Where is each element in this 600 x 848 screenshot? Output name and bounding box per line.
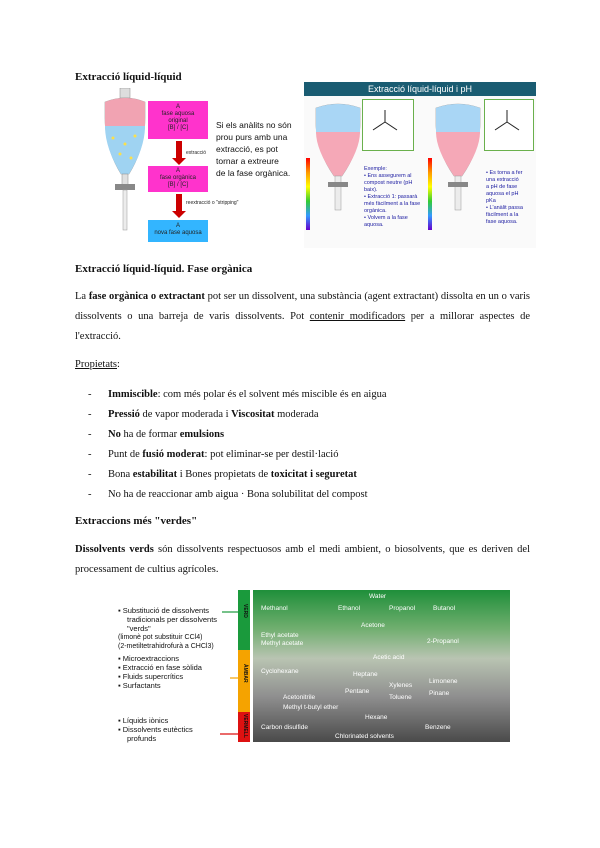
flow-box-label: A <box>175 104 180 110</box>
text: de vapor moderada i <box>139 409 232 420</box>
solvent-label: Limonene <box>429 678 458 685</box>
text-line: orgànica. <box>364 208 387 214</box>
bold-text: Immiscible <box>108 389 158 400</box>
text-line: • Volvem a la fase <box>364 215 408 221</box>
text-line: a pH de fase <box>486 184 518 190</box>
bar-label: ÀMBAR <box>242 664 248 683</box>
solvent-label: Ethyl acetate <box>261 632 299 639</box>
solvent-label: Methanol <box>261 605 288 612</box>
caption-line: extracció, es pot <box>216 144 278 154</box>
text: (2-metiltetrahidrofurà a CHCl3) <box>118 643 214 650</box>
flow-box-label: original <box>168 118 188 124</box>
text-line: aquosa. <box>364 222 384 228</box>
text: Líquids iònics <box>122 716 169 725</box>
properties-title: Propietats <box>75 359 117 370</box>
arrow-down-icon <box>176 141 182 159</box>
flow-box-label: nova fase aquosa <box>154 230 202 236</box>
text-line: • Es torna a fer <box>486 170 523 176</box>
flow-box-label: [B] / [C] <box>167 182 188 188</box>
solvent-label: Carbon disulfide <box>261 724 308 731</box>
text: Extracció en fase sòlida <box>122 663 202 672</box>
text: són dissolvents respectuosos amb el medi ambient, o biosolvents, que es deriven del processament de cultius agrícoles. <box>75 544 531 575</box>
bar-label: VERMELL <box>242 714 248 738</box>
solvent-label: Benzene <box>425 724 451 731</box>
text-line: baix). <box>364 187 378 193</box>
bar-amber <box>238 650 250 712</box>
flow-box-label: A <box>175 223 180 229</box>
molecule-icon <box>363 100 413 150</box>
ph-scale-bar <box>306 158 310 230</box>
bold-text: fase orgànica o extractant <box>88 291 205 302</box>
dash: - <box>88 489 92 500</box>
solvent-label: Acetonitrile <box>283 694 316 701</box>
bold-text: Dissolvents verds <box>75 544 154 555</box>
text-line: aquosa el pH <box>486 191 519 197</box>
text-line: • Ens assegurem al <box>364 173 412 179</box>
text: moderada <box>274 409 319 420</box>
separatory-funnel-icon <box>308 98 368 218</box>
bold-text: No <box>108 429 121 440</box>
flow-box-label: A <box>175 168 180 174</box>
bar-label: VERD <box>242 604 248 618</box>
solvent-label: Butanol <box>433 605 456 612</box>
flow-box-aqueous <box>148 101 208 139</box>
text: Microextraccions <box>122 654 180 663</box>
text: : pot eliminar-se per destil·lació <box>204 449 339 460</box>
flow-box-label: fase orgànica <box>159 175 197 181</box>
paragraph-organic-phase <box>75 287 530 347</box>
text: Substitució de dissolvents <box>122 606 210 615</box>
arrow-label: extracció <box>186 150 207 156</box>
flow-box-organic <box>148 166 208 192</box>
solvent-label: Water <box>369 593 387 600</box>
bar-red <box>238 712 250 742</box>
bullet-item: ▪ Substitució de dissolvents <box>118 606 210 615</box>
figure1-caption <box>216 119 292 179</box>
list-item <box>88 465 528 485</box>
text: Bona <box>108 469 133 480</box>
bullet-item: ▪ Extracció en fase sòlida <box>118 663 202 672</box>
list-item <box>88 485 528 505</box>
separatory-funnel-icon <box>95 88 155 240</box>
text-line: una extracció <box>486 177 519 183</box>
bullet-item: ▪ Surfactants <box>118 681 161 690</box>
dash: - <box>88 429 92 440</box>
arrow-down-icon <box>176 194 182 212</box>
solvent-label: Ethanol <box>338 605 361 612</box>
solvent-label: Pinane <box>429 690 450 697</box>
molecule-icon <box>485 100 533 150</box>
paragraph-green-solvents <box>75 540 530 580</box>
bullet-item <box>118 734 193 743</box>
bullet-item: ▪ Dissolvents eutèctics <box>118 725 193 734</box>
bold-text: Viscositat <box>231 409 275 420</box>
text: : <box>117 359 120 370</box>
figure2-right-text <box>486 170 523 226</box>
list-item <box>88 405 528 425</box>
list-item <box>88 425 528 445</box>
text: : com més polar és el solvent més miscible és en aigua <box>157 389 387 400</box>
text: Surfactants <box>122 681 161 690</box>
bullet-item: ▪ Líquids iònics <box>118 716 169 725</box>
solvent-label: 2-Propanol <box>427 638 459 645</box>
caption-line: de la fase orgànica. <box>216 168 291 178</box>
text-line: • L'anàlit passa <box>486 205 523 211</box>
solvent-label: Xylenes <box>389 682 413 689</box>
underlined-text: contenir modificadors <box>309 311 406 322</box>
molecule-structure <box>484 99 534 151</box>
text: pot ser un dissolvent, una substància (agent extractant) dissolta en un o varis dissolvents o una barreja de varis dissolvents. Pot <box>75 291 530 322</box>
caption-line: Si els anàlits no són <box>216 120 292 130</box>
bold-text: fusió moderat <box>142 449 205 460</box>
text: No ha de reaccionar amb aigua · Bona solubilitat del compost <box>108 489 368 500</box>
figure2-title: Extracció líquid-líquid i pH <box>304 82 536 96</box>
text: Punt de <box>108 449 143 460</box>
text: ha de formar <box>120 429 180 440</box>
ph-scale-bar <box>428 158 432 230</box>
list-item <box>88 445 528 465</box>
bar-green <box>238 590 250 650</box>
solvent-label: Pentane <box>345 688 370 695</box>
bold-text: toxicitat i seguretat <box>270 469 357 480</box>
text-line: pKa <box>486 198 496 204</box>
text-line: Exemple: <box>364 166 387 172</box>
properties-list <box>88 385 528 505</box>
figure-extraction-ph <box>304 82 536 248</box>
text-line: més fàcilment a la fase <box>364 201 421 207</box>
flow-box-label: [B] / [C] <box>167 125 188 131</box>
dash: - <box>88 409 92 420</box>
bold-text: emulsions <box>179 429 225 440</box>
solvent-label: Methyl t-butyl ether <box>283 704 339 711</box>
solvent-label: Toluene <box>389 694 412 701</box>
text-line: fase aquosa. <box>486 219 518 225</box>
connector-lines <box>200 600 240 750</box>
text: (limonè pot substituir CCl4) <box>118 634 203 641</box>
text: tradicionals per dissolvents <box>127 615 218 624</box>
solvent-label: Methyl acetate <box>261 640 304 647</box>
flow-box-label: fase aquosa <box>161 111 195 117</box>
solvent-label: Acetone <box>361 622 385 629</box>
solvent-label: Acetic acid <box>373 654 405 661</box>
solvent-panel <box>253 590 510 742</box>
bullet-group-amber <box>118 654 202 690</box>
bullet-item: ▪ Fluids supercrítics <box>118 672 184 681</box>
text-line: compost neutre (pH <box>364 180 413 186</box>
solvent-label: Heptane <box>353 671 378 678</box>
caption-line: tornar a extreure <box>216 156 279 166</box>
solvent-label: Cyclohexane <box>261 668 299 675</box>
bullet-group-red <box>118 716 193 743</box>
separatory-funnel-icon <box>428 98 488 218</box>
section-title-organic-phase: Extracció líquid-líquid. Fase orgànica <box>75 263 253 275</box>
flow-box-new-aqueous <box>148 220 208 242</box>
text: "verds" <box>127 624 151 633</box>
text: per a millorar aspectes de l'extracció. <box>75 311 530 342</box>
text: profunds <box>127 734 157 743</box>
bold-text: Pressió <box>108 409 140 420</box>
molecule-structure <box>362 99 414 151</box>
dash: - <box>88 389 92 400</box>
solvent-label: Chlorinated solvents <box>335 733 394 740</box>
list-item <box>88 385 528 405</box>
dash: - <box>88 449 92 460</box>
solvent-label: Propanol <box>389 605 416 612</box>
text: La <box>75 291 89 302</box>
text-line: fàcilment a la <box>486 212 519 218</box>
section-title-green: Extraccions més "verdes" <box>75 515 198 527</box>
bold-text: estabilitat <box>132 469 178 480</box>
text-line: • Extracció 1: passarà <box>364 194 418 200</box>
bullet-item: ▪ Microextraccions <box>118 654 180 663</box>
section-title-extraction: Extracció líquid-líquid <box>75 71 182 83</box>
figure2-example-text <box>364 166 420 229</box>
text: Dissolvents eutèctics <box>122 725 193 734</box>
caption-line: prou purs amb una <box>216 132 288 142</box>
text: i Bones propietats de <box>177 469 271 480</box>
text: Fluids supercrítics <box>122 672 184 681</box>
solvent-label: Hexane <box>365 714 388 721</box>
properties-heading <box>75 355 120 375</box>
dash: - <box>88 469 92 480</box>
arrow-label: reextracció o "stripping" <box>186 200 239 206</box>
